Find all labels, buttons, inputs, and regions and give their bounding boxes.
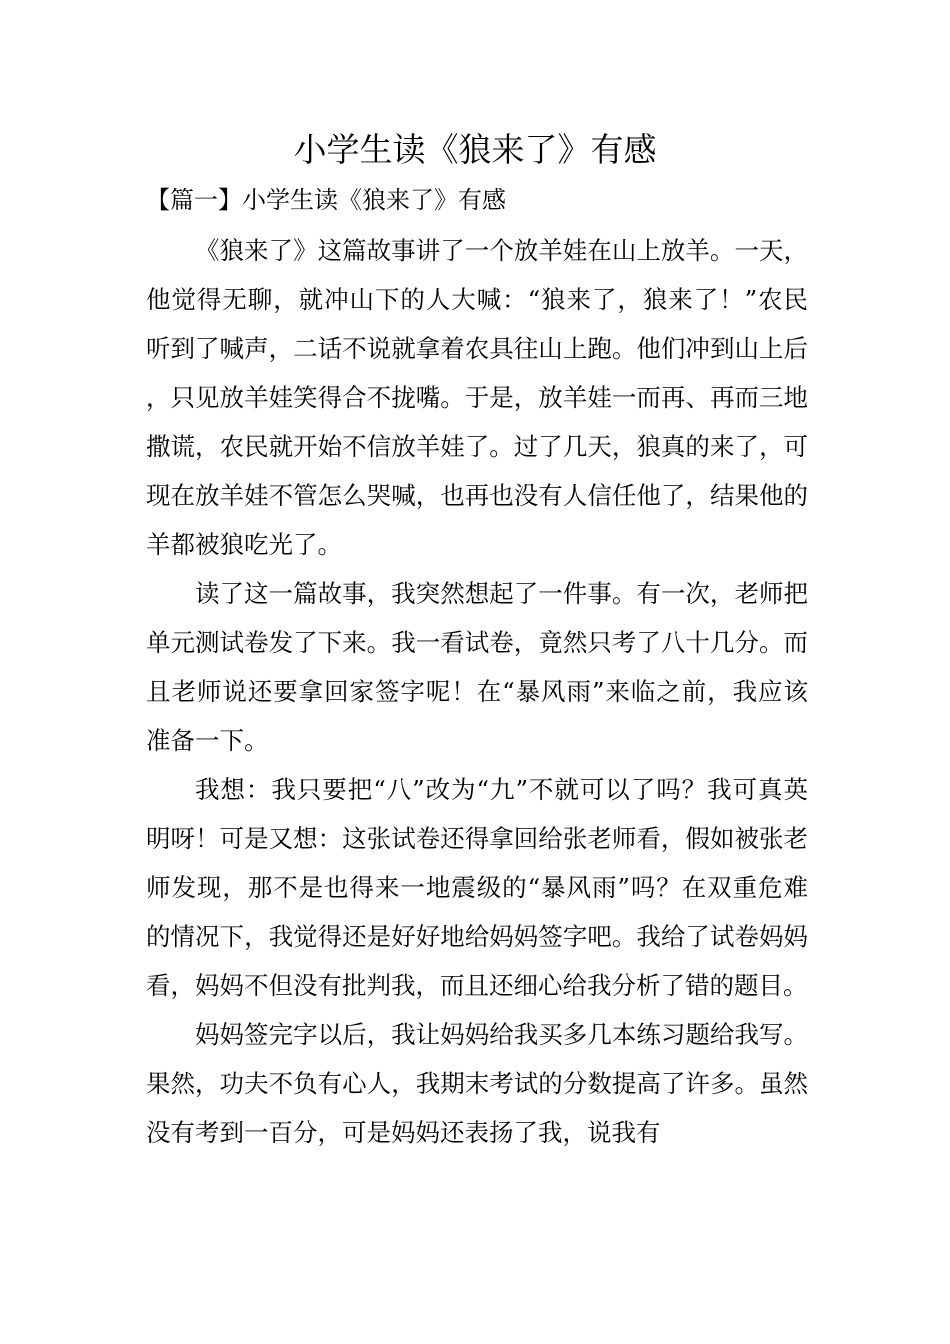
section-heading: 【篇一】小学生读《狼来了》有感 <box>146 186 506 214</box>
paragraph: 我想：我只要把“八”改为“九”不就可以了吗？我可真英明呀！可是又想：这张试卷还得拿回给张老师看，假如被张老师发现，那不是也得来一地震级的“暴风雨”吗？在双重危难的情况下，我觉得还是好好地给妈妈签字吧。我给了试卷妈妈看，妈妈不但没有批判我，而且还细心给我分析了错的题目。 <box>146 775 808 1000</box>
document-body <box>146 226 808 1157</box>
paragraph: 《狼来了》这篇故事讲了一个放羊娃在山上放羊。一天，他觉得无聊，就冲山下的人大喊：“狼来了，狼来了！”农民听到了喊声，二话不说就拿着农具往山上跑。他们冲到山上后，只见放羊娃笑得合不拢嘴。于是，放羊娃一而再、再而三地撒谎，农民就开始不信放羊娃了。过了几天，狼真的来了，可现在放羊娃不管怎么哭喊，也再也没有人信任他了，结果他的羊都被狼吃光了。 <box>146 236 808 559</box>
document-title: 小学生读《狼来了》有感 <box>293 130 657 169</box>
paragraph: 读了这一篇故事，我突然想起了一件事。有一次，老师把单元测试卷发了下来。我一看试卷，竟然只考了八十几分。而且老师说还要拿回家签字呢！在“暴风雨”来临之前，我应该准备一下。 <box>146 579 808 755</box>
paragraph: 妈妈签完字以后，我让妈妈给我买多几本练习题给我写。果然，功夫不负有心人，我期末考试的分数提高了许多。虽然没有考到一百分，可是妈妈还表扬了我，说我有 <box>146 1020 808 1147</box>
